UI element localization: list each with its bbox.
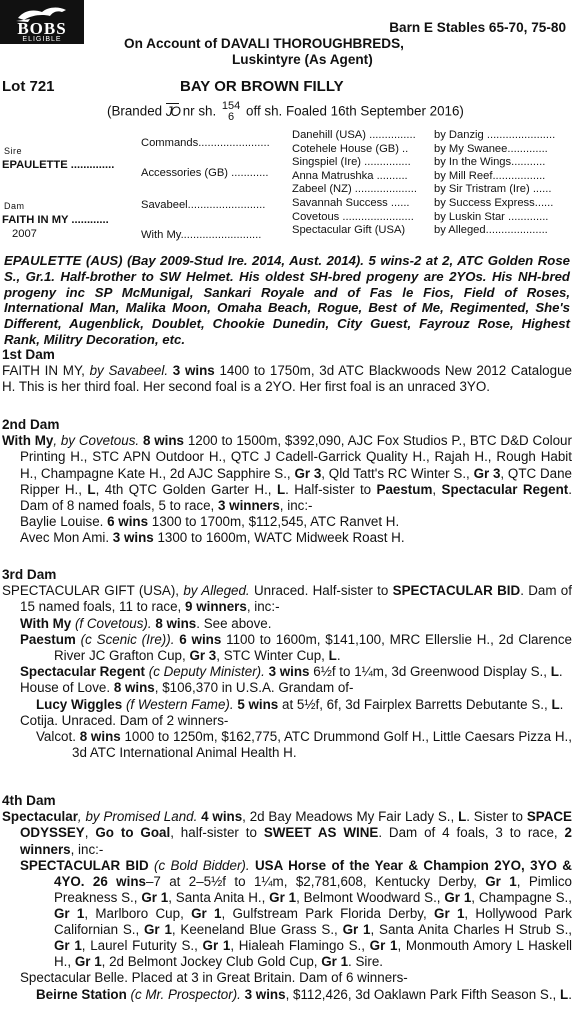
pedigree-gen4-4: by Mill Reef................. xyxy=(434,169,546,182)
progeny-row: Spectacular Regent (c Deputy Minister). 3 wins 6½f to 1¼m, 3d Greenwood Display S., L. xyxy=(20,664,563,680)
listed-badge: L xyxy=(276,481,286,497)
progeny-details: 1100 to 1600m, $141,100, MRC Ellerslie H., 2d Clarence River JC Grafton Cup, xyxy=(54,631,572,664)
grade-badge: Gr 1 xyxy=(269,890,297,905)
grade-badge: Gr 1 xyxy=(485,873,517,889)
race-entry: , Marlboro Cup, xyxy=(84,906,184,922)
champion-award: USA Horse of the Year & Champion 2YO, 3YO & 4YO. xyxy=(54,857,572,889)
grandprogeny-row: Lucy Wiggles (f Western Fame). 5 wins at 5½f, 6f, 3d Fairplex Barretts Debutante S., L. xyxy=(36,696,564,712)
listed-badge: L xyxy=(328,648,337,664)
progeny-sire: (c Scenic (Ire)). xyxy=(80,631,175,647)
second-dam-text xyxy=(2,433,572,514)
grade-badge: Gr 3 xyxy=(473,465,501,481)
pedigree-gen3-2: Cotehele House (GB) .. xyxy=(292,142,409,155)
sibling-name: SWEET AS WINE xyxy=(263,825,379,841)
lot-title: BAY OR BROWN FILLY xyxy=(180,78,344,95)
sibling-name: SPECTACULAR BID xyxy=(392,583,521,599)
progeny-wins: 26 wins xyxy=(92,873,146,889)
progeny-row xyxy=(2,858,572,971)
grade-badge: Gr 1 xyxy=(141,890,169,905)
vendor-account: On Account of DAVALI THOROUGHBREDS, xyxy=(124,36,404,51)
pedigree-gen4-8: by Alleged.................... xyxy=(434,224,548,237)
fourth-dam-races: , 2d Bay Meadows My Fair Lady S., xyxy=(242,809,455,825)
third-dam-section xyxy=(2,567,572,761)
sibling-name: SPACE ODYSSEY xyxy=(20,809,572,841)
progeny-details: , $106,370 in U.S.A. Grandam of- xyxy=(154,680,354,696)
fourth-dam-heading: 4th Dam xyxy=(2,793,56,808)
third-dam-note: Unraced. Half-sister to xyxy=(253,583,389,599)
progeny-row xyxy=(2,616,572,632)
fraction-top: 154 xyxy=(221,100,241,112)
race-entry: , Champagne S., xyxy=(471,890,572,905)
sibling-name: Paestum xyxy=(376,481,433,497)
sire-label: Sire xyxy=(4,146,23,156)
listed-badge: L xyxy=(87,481,96,497)
pedigree-gen3-1: Danehill (USA) ............... xyxy=(292,129,416,141)
first-dam-text xyxy=(2,363,572,395)
grade-badge: Gr 1 xyxy=(342,922,371,938)
grade-badge: Gr 1 xyxy=(54,938,82,954)
pedigree-gen2-dam-dam: With My.......................... xyxy=(141,229,262,241)
progeny-wins: 8 wins xyxy=(155,615,197,631)
branded-suffix: off sh. Foaled 16th September 2016) xyxy=(246,103,464,119)
second-dam-wins: 8 wins xyxy=(142,433,184,449)
second-dam-name: With My xyxy=(2,433,54,449)
pedigree-gen4-6: by Success Express...... xyxy=(434,196,554,209)
progeny-details: –7 at 2–5½f to 1¼m, $2,781,608, Kentucky Derby, xyxy=(145,873,477,889)
third-dam-text xyxy=(2,583,572,615)
branded-mid: nr sh. xyxy=(182,103,217,119)
progeny-name: Paestum xyxy=(20,631,76,647)
separator: , xyxy=(432,481,437,497)
second-dam-races-b: , Qld Tatt's RC Winter S., xyxy=(321,465,470,481)
third-dam-name: SPECTACULAR GIFT (USA), xyxy=(2,583,179,599)
dam-label: Dam xyxy=(4,201,25,211)
progeny-name: Avec Mon Ami. xyxy=(20,530,110,546)
fourth-dam-halfsister: , half-sister to xyxy=(170,825,257,841)
listed-badge: L xyxy=(560,986,569,1002)
progeny-sire: (f Western Fame). xyxy=(125,696,234,712)
progeny-details: , $112,426, 3d Oaklawn Park Fifth Season S., xyxy=(285,986,557,1002)
pedigree-gen2-sire-dam: Accessories (GB) ............ xyxy=(141,167,269,179)
third-dam-foals: . Dam of 15 named foals, 11 to race, xyxy=(20,583,572,615)
grade-badge: Gr 1 xyxy=(321,954,349,970)
fourth-dam-sister: . Sister to xyxy=(466,809,524,825)
lot-number: Lot 721 xyxy=(2,78,55,95)
grade-badge: Gr 1 xyxy=(369,938,398,954)
sire-summary xyxy=(4,253,570,348)
pedigree-gen3-8: Spectacular Gift (USA) xyxy=(292,224,406,237)
pedigree-gen3-4: Anna Matrushka .......... xyxy=(292,169,408,182)
progeny-name: SPECTACULAR BID xyxy=(20,857,149,873)
listed-badge: L xyxy=(458,809,467,825)
progeny-details: . See above. xyxy=(196,615,272,631)
progeny-details: , STC Winter Cup, xyxy=(216,648,325,664)
race-entry: , 2d Belmont Jockey Club Gold Cup, xyxy=(101,954,318,970)
first-dam-section xyxy=(2,347,572,396)
vendor-agent: Luskintyre (As Agent) xyxy=(232,52,373,67)
inc-marker: , inc:- xyxy=(279,498,313,514)
race-entry: , Santa Anita H., xyxy=(168,890,266,905)
winners-count: 9 winners xyxy=(185,599,247,615)
fourth-dam-name: Spectacular xyxy=(2,809,78,825)
inc-marker: , inc:- xyxy=(70,841,104,857)
grade-badge: Gr 1 xyxy=(54,906,85,922)
sibling-name: Go to Goal xyxy=(95,825,171,841)
grandprogeny-row: Beirne Station (c Mr. Prospector). 3 wins, $112,426, 3d Oaklawn Park Fifth Season S., L. xyxy=(36,986,572,1002)
race-entry: , Keeneland Blue Grass S., xyxy=(171,922,338,938)
sire-note: . Sire. xyxy=(348,954,384,970)
first-dam-heading: 1st Dam xyxy=(2,347,55,362)
winners-count: 3 winners xyxy=(218,498,280,514)
pedigree-gen4-7: by Luskin Star ............. xyxy=(434,210,549,223)
progeny-row: Cotija. Unraced. Dam of 2 winners- xyxy=(20,712,229,728)
pedigree-col4 xyxy=(434,129,555,238)
progeny-row xyxy=(2,530,572,546)
first-dam-name: FAITH IN MY, xyxy=(2,363,85,379)
first-dam-sire: by Savabeel. xyxy=(89,363,169,379)
second-dam-section xyxy=(2,417,572,547)
bobs-logo xyxy=(0,0,84,44)
branded-prefix: (Branded xyxy=(107,103,163,119)
second-dam-heading: 2nd Dam xyxy=(2,417,60,432)
grade-badge: Gr 1 xyxy=(444,890,472,905)
grade-badge: Gr 3 xyxy=(294,465,322,481)
inc-marker: , inc:- xyxy=(246,599,280,615)
progeny-details: 6½f to 1¼m, 3d Greenwood Display S., xyxy=(313,664,547,680)
grade-badge: Gr 1 xyxy=(202,938,231,954)
logo-word: BOBS xyxy=(17,19,67,38)
second-dam-halfsister: . Half-sister to xyxy=(285,481,372,497)
fourth-dam-foals: . Dam of 4 foals, 3 to race, xyxy=(378,825,558,841)
sire-name: EPAULETTE .............. xyxy=(2,159,115,171)
pedigree-gen4-3: by In the Wings........... xyxy=(434,156,546,169)
pedigree-gen3-7: Covetous ....................... xyxy=(292,210,414,223)
dam-year: 2007 xyxy=(12,228,37,240)
second-dam-races-d: , 4th QTC Golden Garter H., xyxy=(95,481,272,497)
grade-badge: Gr 1 xyxy=(434,906,465,922)
progeny-details: 1000 to 1250m, $162,775, ATC Drummond Golf H., Little Caesars Pizza H., 3d ATC International Animal Health H. xyxy=(72,729,572,761)
progeny-name: With My xyxy=(20,615,72,631)
progeny-name: Baylie Louise. xyxy=(20,514,104,530)
pedigree-gen3-6: Savannah Success ...... xyxy=(292,196,410,209)
progeny-details: 1300 to 1700m, $112,545, ATC Ranvet H. xyxy=(151,514,400,530)
winners-count: 2 winners xyxy=(20,825,572,857)
listed-badge: L xyxy=(551,696,560,712)
second-dam-foals: . Dam of 8 named foals, 5 to race, xyxy=(20,481,572,514)
progeny-row xyxy=(2,514,572,530)
race-entry: , Gulfstream Park Florida Derby, xyxy=(221,906,427,922)
pedigree-gen4-2: by My Swanee............. xyxy=(434,142,548,155)
grandprogeny-row xyxy=(2,729,572,761)
pedigree-gen4-1: by Danzig ...................... xyxy=(434,129,556,141)
progeny-name: House of Love. xyxy=(20,680,111,696)
grade-badge: Gr 1 xyxy=(144,922,172,938)
pedigree-gen4-5: by Sir Tristram (Ire) ...... xyxy=(434,183,552,196)
progeny-row: Paestum (c Scenic (Ire)). 6 wins 1100 to 1600m, $141,100, MRC Ellerslie H., 2d Clarence River JC Grafton Cup, Gr 3, STC Winter Cup, L. xyxy=(20,631,572,664)
second-dam-races-a: 1200 to 1500m, $392,090, AJC Fox Studios P., BTC D&D Colour Printing H., STC APN Outdoor H., QTC J Cadell-Garrick Quality H., Rajah H., Rough Habit H., Champagne Kate H., 2d AJC Sapphire S., xyxy=(20,433,572,481)
third-dam-sire: by Alleged. xyxy=(183,583,250,599)
pedigree-gen2-sire: Commands....................... xyxy=(141,137,270,149)
first-dam-wins: 3 wins xyxy=(172,363,215,379)
progeny-name: Lucy Wiggles xyxy=(36,696,123,712)
third-dam-heading: 3rd Dam xyxy=(2,567,57,582)
brand-mark: JO xyxy=(165,103,179,119)
progeny-name: Valcot. xyxy=(36,729,76,745)
fourth-dam-section xyxy=(2,793,572,1003)
progeny-wins: 3 wins xyxy=(112,530,154,546)
sibling-name: Spectacular Regent xyxy=(441,481,569,497)
race-entry: , Hialeah Flamingo S., xyxy=(230,938,365,954)
race-entry: , Santa Anita Charles H Strub S., xyxy=(370,922,573,938)
pedigree-gen2-dam-sire: Savabeel......................... xyxy=(141,199,266,211)
progeny-wins: 8 wins xyxy=(79,729,121,745)
second-dam-races-c: , QTC Dane Ripper H., xyxy=(20,465,572,497)
brand-line xyxy=(107,101,464,123)
race-entry: , Belmont Woodward S., xyxy=(296,890,441,905)
grade-badge: Gr 1 xyxy=(191,906,222,922)
progeny-wins: 6 wins xyxy=(179,631,222,647)
progeny-wins: 3 wins xyxy=(268,664,310,680)
logo-subtitle: ELIGIBLE xyxy=(22,36,62,43)
barn-info: Barn E Stables 65-70, 75-80 xyxy=(389,20,566,35)
progeny-details: 1300 to 1600m, WATC Midweek Roast H. xyxy=(157,530,405,546)
pedigree-gen3-5: Zabeel (NZ) .................... xyxy=(292,183,417,196)
pedigree-gen3-3: Singspiel (Ire) ............... xyxy=(292,156,411,169)
progeny-wins: 5 wins xyxy=(237,696,279,712)
progeny-wins: 3 wins xyxy=(244,986,286,1002)
dam-name: FAITH IN MY ............ xyxy=(2,214,109,226)
listed-badge: L xyxy=(550,664,559,680)
fourth-dam-wins: 4 wins xyxy=(201,809,243,825)
progeny-row: Spectacular Belle. Placed at 3 in Great Britain. Dam of 6 winners- xyxy=(20,970,408,986)
progeny-sire: (c Mr. Prospector). xyxy=(130,986,241,1002)
progeny-details: at 5½f, 6f, 3d Fairplex Barretts Debutante S., xyxy=(282,696,548,712)
progeny-wins: 8 wins xyxy=(113,680,155,696)
brand-fraction xyxy=(222,101,240,123)
progeny-sire: (f Covetous). xyxy=(74,615,152,631)
pedigree-col3 xyxy=(292,129,417,238)
fourth-dam-text: Spectacular, by Promised Land. 4 wins, 2d Bay Meadows My Fair Lady S., L. Sister to SPACE ODYSSEY, Go to Goal, half-sister to SWEET AS WINE. Dam of 4 foals, 3 to race, 2 winners, inc:- xyxy=(2,809,572,857)
progeny-name: Beirne Station xyxy=(36,986,127,1002)
first-dam-details: 1400 to 1750m, 3d ATC Blackwoods New 2012 Catalogue H. This is her third foal. Her second foal is a 2YO. Her first foal is an unraced 3YO. xyxy=(2,363,572,395)
progeny-row xyxy=(2,680,572,696)
progeny-wins: 6 wins xyxy=(107,514,149,530)
grade-badge: Gr 1 xyxy=(74,954,102,970)
race-entry: , Laurel Futurity S., xyxy=(81,938,198,954)
second-dam-sire: , by Covetous. xyxy=(53,433,140,449)
race-entry: , Pimlico Preakness S., xyxy=(54,873,572,905)
grade-badge: Gr 3 xyxy=(189,648,217,664)
progeny-sire: (c Bold Bidder). xyxy=(154,857,250,873)
sire-summary-text: EPAULETTE (AUS) (Bay 2009-Stud Ire. 2014, Aust. 2014). 5 wins-2 at 2, ATC Golden Rose S., Gr.1. Half-brother to SW Helmet. His oldest SH-bred progeny are 2YOs. His NH-bred progeny inc SP McMunigal, Sankari Royale and of Fas le Fios, Field of Roses, International Man, Malika Moon, Omaha Beach, Rogue, Best of Me, Regimented, She's Different, Augenblick, Doublet, Chookie Dunedin, City Guest, Fayrouz Rose, Highest Rank, Militry Decoration, etc. xyxy=(4,253,570,347)
race-entry: , Monmouth Amory L Haskell H., xyxy=(54,938,573,970)
fourth-dam-sire: , by Promised Land. xyxy=(77,809,198,825)
progeny-sire: (c Deputy Minister). xyxy=(148,664,265,680)
fraction-bottom: 6 xyxy=(228,111,235,123)
race-entry: , Hollywood Park Californian S., xyxy=(54,906,573,938)
progeny-name: Spectacular Regent xyxy=(20,664,146,680)
